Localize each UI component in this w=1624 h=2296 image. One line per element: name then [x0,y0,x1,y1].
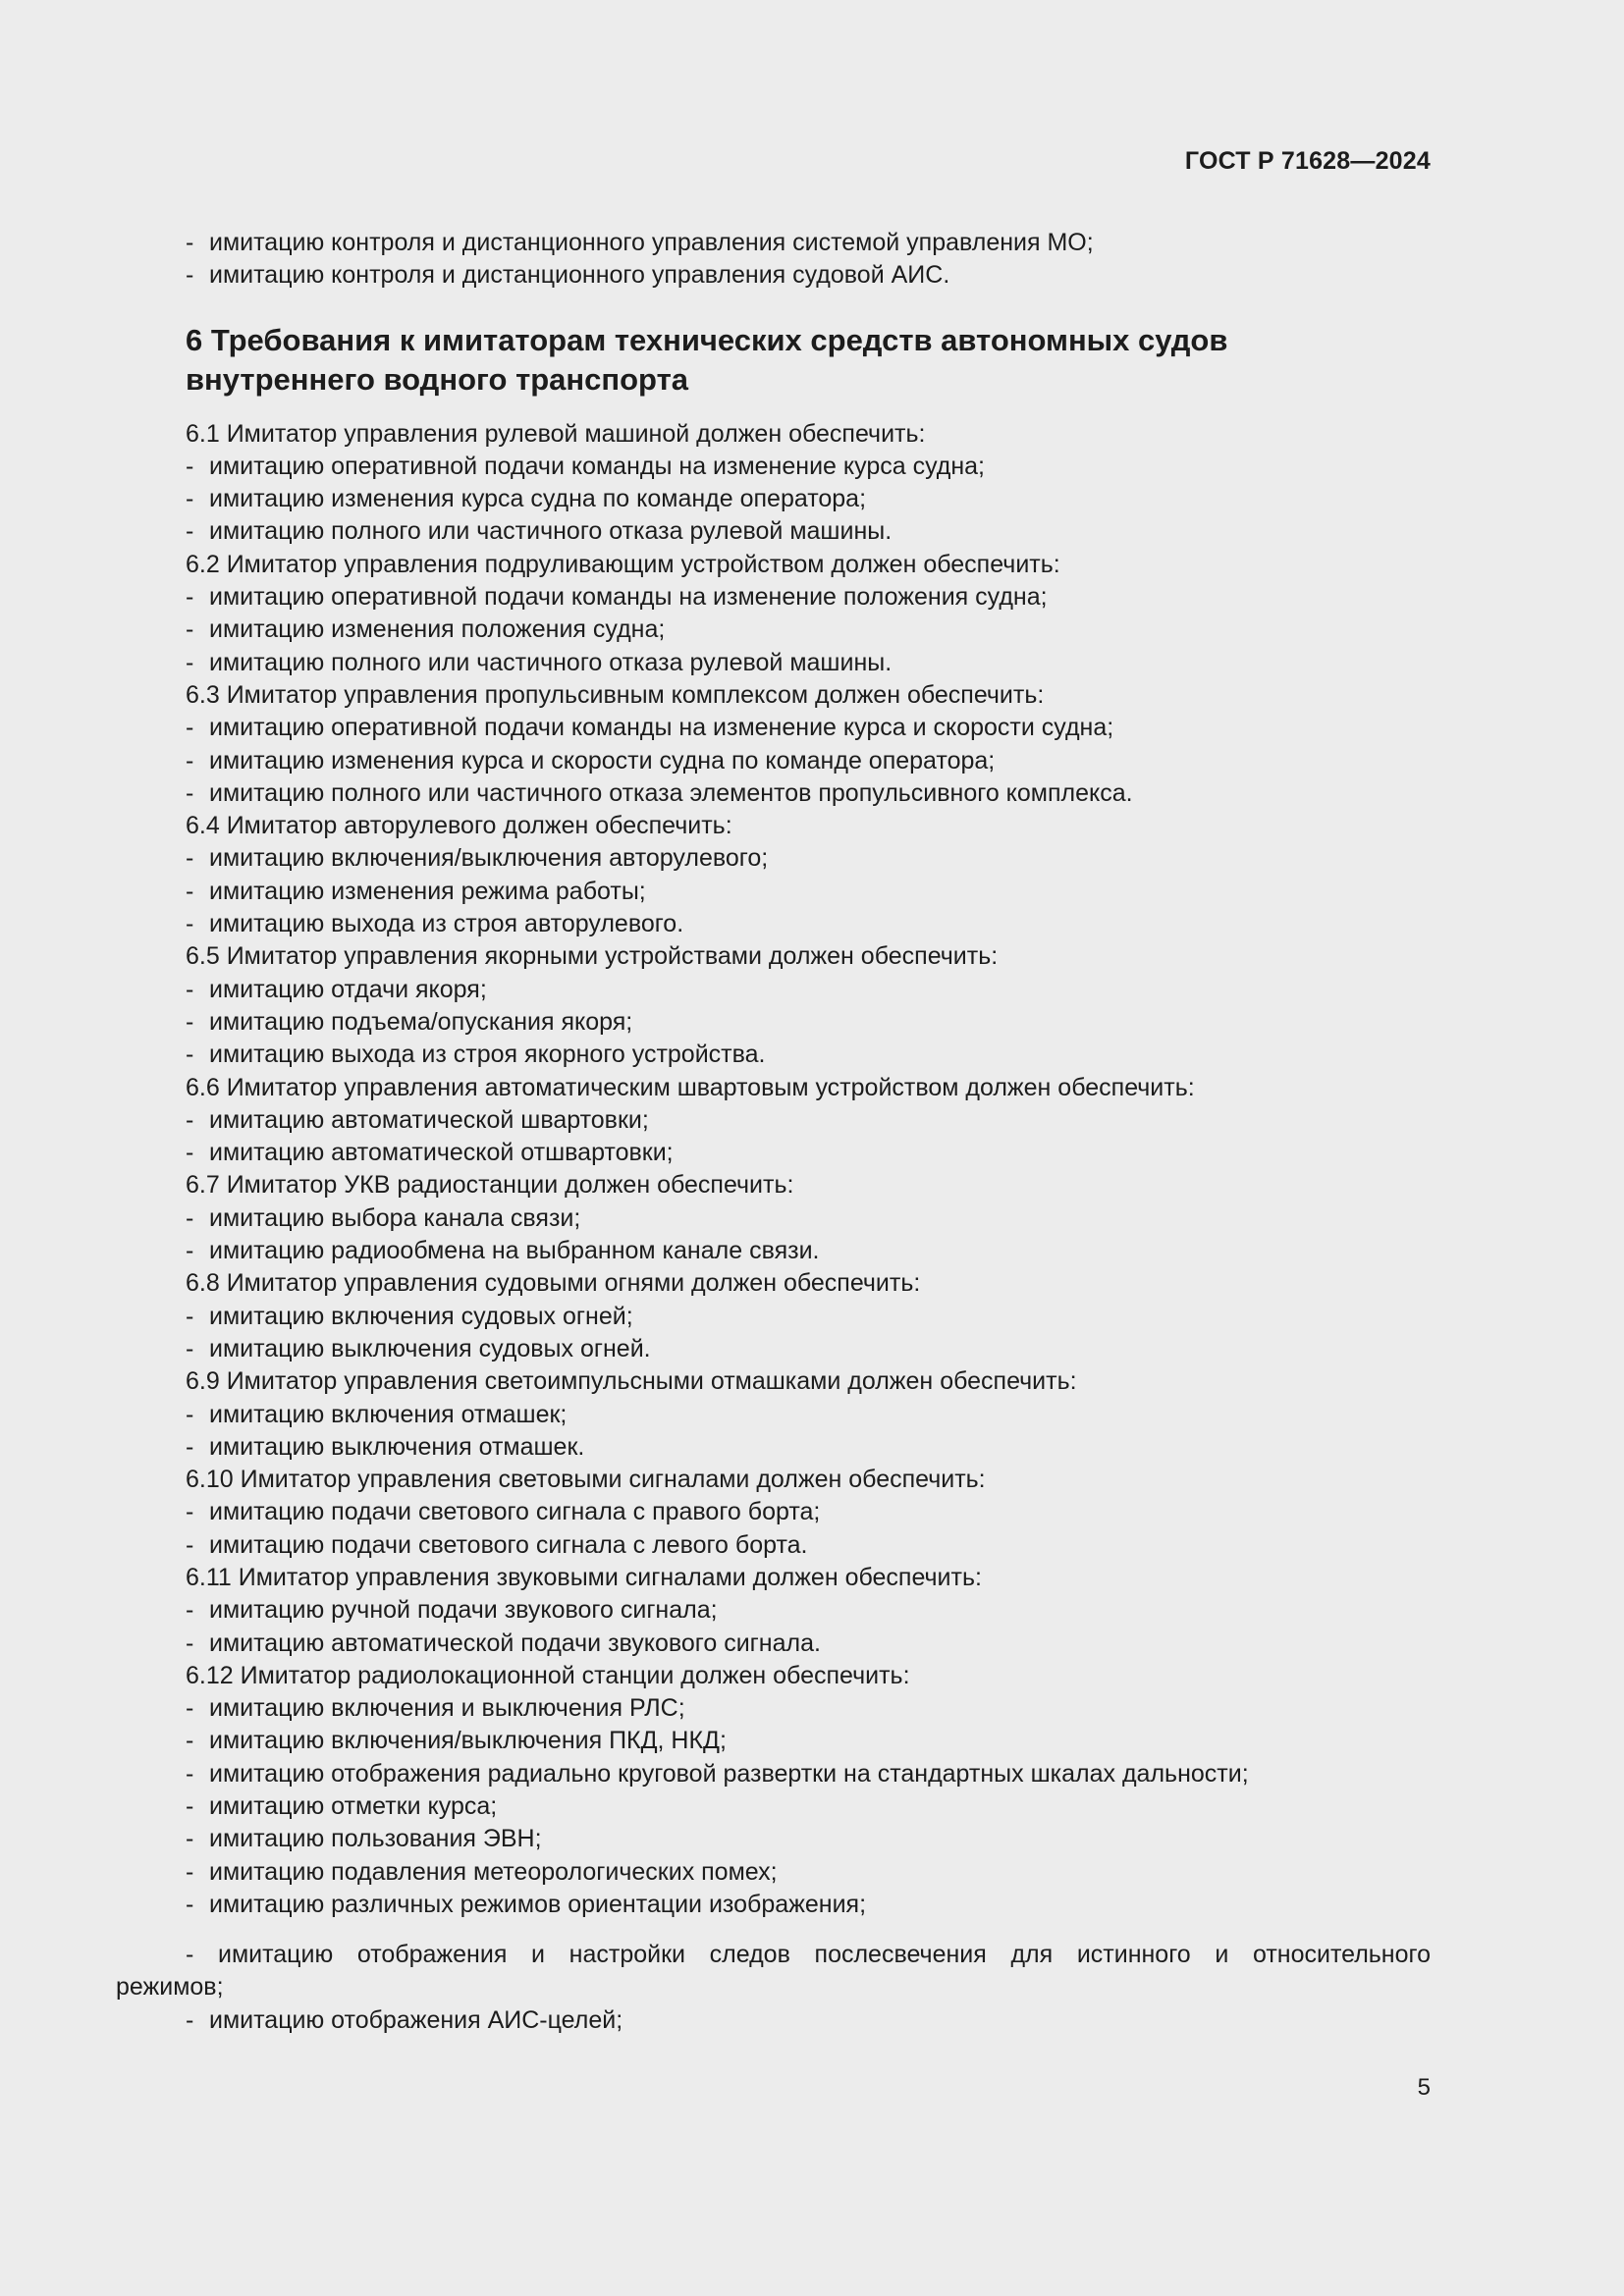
list-item-text: имитацию отметки курса; [209,1792,498,1821]
list-dash: - [186,1334,194,1362]
list-item-text: имитацию включения судовых огней; [209,1302,633,1330]
list-item-text: имитацию изменения курса и скорости судна по команде оператора; [209,746,996,774]
list-item-text: имитацию радиообмена на выбранном канале связи. [209,1237,820,1265]
list-item [186,1202,1431,1235]
word: имитацию [217,1941,334,1968]
list-dash: - [186,1727,194,1755]
list-item-text: имитацию подачи светового сигнала с правого борта; [209,1498,821,1526]
list-item [186,483,1431,515]
clause-heading [186,1365,1431,1398]
list-item-text: имитацию включения/выключения авторулевого; [209,844,769,873]
list-dash: - [186,452,194,480]
list-dash: - [186,1237,194,1265]
clause-text: 6.10 Имитатор управления световыми сигналами должен обеспечить: [186,1466,986,1494]
list-item-text: имитацию автоматической отшвартовки; [209,1139,674,1167]
clause-text: 6.4 Имитатор авторулевого должен обеспечить: [186,812,732,840]
list-item-text: имитацию подавления метеорологических помех; [209,1857,778,1886]
list-dash: - [186,1792,194,1821]
list-item-text: имитацию ручной подачи звукового сигнала; [209,1596,718,1625]
list-item [186,1006,1431,1039]
list-item-text: имитацию полного или частичного отказа рулевой машины. [209,517,893,546]
list-item [186,2004,623,2037]
list-dash: - [186,778,194,807]
list-item-text: имитацию изменения курса судна по команде оператора; [209,485,867,513]
list-item-text: имитацию оперативной подачи команды на изменение положения судна; [209,583,1048,612]
clause-heading [186,418,1431,451]
list-dash: - [186,1890,194,1918]
list-item [186,1431,1431,1464]
list-item-text: имитацию оперативной подачи команды на изменение курса судна; [209,452,985,480]
justified-line [116,1939,1431,1971]
list-dash: - [186,1203,194,1232]
list-item [186,1301,1431,1333]
list-dash: - [186,615,194,644]
clause-list [186,418,1431,1922]
list-dash: - [186,1498,194,1526]
list-item-text: имитацию различных режимов ориентации изображения; [209,1890,867,1918]
list-item-text: имитацию изменения режима работы; [209,877,646,905]
section-heading-line: внутреннего водного транспорта [186,361,688,397]
list-dash: - [186,877,194,905]
list-item [186,647,1431,679]
list-item [186,745,1431,777]
list-item [186,227,1431,259]
list-item-text: имитацию отдачи якоря; [209,975,487,1003]
list-item [186,515,1431,548]
clause-heading [186,549,1431,581]
list-item [186,876,1431,908]
list-dash: - [186,1105,194,1134]
clause-text: 6.7 Имитатор УКВ радиостанции должен обеспечить: [186,1171,794,1200]
list-item [186,1496,1431,1528]
list-item-text: имитацию включения отмашек; [209,1400,568,1428]
list-item-text: имитацию включения/выключения ПКД, НКД; [209,1727,727,1755]
clause-text: 6.3 Имитатор управления пропульсивным комплексом должен обеспечить: [186,680,1045,709]
list-item-text: имитацию полного или частичного отказа рулевой машины. [209,648,893,676]
list-dash: - [186,1857,194,1886]
clause-text: 6.11 Имитатор управления звуковыми сигналами должен обеспечить: [186,1563,982,1591]
list-item-text: имитацию выбора канала связи; [209,1203,581,1232]
clause-text: 6.6 Имитатор управления автоматическим швартовым устройством должен обеспечить: [186,1073,1195,1101]
list-item-text: имитацию изменения положения судна; [209,615,666,644]
document-body [186,227,1431,1921]
list-item-text: имитацию отображения АИС-целей; [209,2006,623,2034]
list-item [186,1137,1431,1169]
list-item [186,1333,1431,1365]
list-item [186,1790,1431,1823]
clause-text: 6.8 Имитатор управления судовыми огнями должен обеспечить: [186,1269,921,1298]
clause-text: 6.2 Имитатор управления подруливающим устройством должен обеспечить: [186,550,1060,578]
list-item [186,614,1431,646]
list-item-text: имитацию полного или частичного отказа элементов пропульсивного комплекса. [209,778,1133,807]
list-item-text: имитацию выхода из строя авторулевого. [209,910,684,938]
list-dash: - [186,975,194,1003]
section-heading [186,321,1431,400]
list-item [186,1399,1431,1431]
list-item-text: имитацию оперативной подачи команды на изменение курса и скорости судна; [209,714,1114,742]
list-item [186,1725,1431,1757]
section-heading-line: 6 Требования к имитаторам технических средств автономных судов [186,322,1228,357]
continuation-line: режимов; [116,1973,224,2002]
list-item-text: имитацию подъема/опускания якоря; [209,1007,633,1036]
clause-text: 6.12 Имитатор радиолокационной станции должен обеспечить: [186,1661,910,1689]
list-item-text: имитацию выхода из строя якорного устройства. [209,1041,766,1069]
list-item-text: имитацию отображения радиально круговой развертки на стандартных шкалах дальности; [209,1759,1249,1788]
list-dash: - [186,1694,194,1723]
list-item-text: имитацию включения и выключения РЛС; [209,1694,685,1723]
list-item [186,1628,1431,1660]
list-item [186,581,1431,614]
list-dash: - [186,1041,194,1069]
list-dash: - [186,1759,194,1788]
word: истинного [1076,1941,1191,1968]
list-dash: - [186,1596,194,1625]
list-dash: - [186,1139,194,1167]
list-item-text: имитацию подачи светового сигнала с левого борта. [209,1530,808,1559]
list-dash: - [186,517,194,546]
list-item [186,842,1431,875]
list-item [186,712,1431,744]
word: для [1010,1941,1054,1968]
word: относительного [1252,1941,1431,1968]
list-dash: - [186,1629,194,1657]
clause-heading [186,1464,1431,1496]
list-item [186,1529,1431,1562]
clause-text: 6.5 Имитатор управления якорными устройствами должен обеспечить: [186,942,999,971]
list-item [186,259,1431,292]
clause-text: 6.9 Имитатор управления светоимпульсными отмашками должен обеспечить: [186,1367,1077,1396]
list-item-text: имитацию контроля и дистанционного управления системой управления МО; [209,229,1094,256]
list-dash: - [186,229,194,256]
list-item-wrapped [116,1939,1431,2004]
word: и [1215,1941,1229,1968]
list-dash: - [186,844,194,873]
list-item [186,451,1431,483]
list-item [186,1235,1431,1267]
list-item [186,777,1431,810]
standard-designation: ГОСТ Р 71628—2024 [1184,147,1431,175]
list-dash: - [186,714,194,742]
list-item [186,1104,1431,1137]
list-item [186,1594,1431,1627]
list-item-text: имитацию пользования ЭВН; [209,1825,542,1853]
clause-text: 6.1 Имитатор управления рулевой машиной должен обеспечить: [186,419,926,448]
clause-heading [186,1660,1431,1692]
list-dash: - [186,746,194,774]
list-dash: - [186,2006,194,2034]
clause-heading [186,1267,1431,1300]
clause-heading [186,679,1431,712]
list-item [186,1758,1431,1790]
list-dash: - [186,1432,194,1461]
clause-heading [186,1169,1431,1201]
list-item-text: имитацию автоматической подачи звукового сигнала. [209,1629,821,1657]
clause-heading [186,810,1431,842]
clause-heading [186,1072,1431,1104]
list-dash: - [186,261,194,290]
list-dash: - [186,485,194,513]
word: послесвечения [814,1941,987,1968]
list-dash: - [186,648,194,676]
word: отображения [356,1941,508,1968]
list-item [186,1823,1431,1855]
word: следов [709,1941,790,1968]
list-dash: - [186,1825,194,1853]
word: и [531,1941,545,1968]
list-item-text: имитацию контроля и дистанционного управления судовой АИС. [209,261,950,290]
list-item [186,974,1431,1006]
clause-heading [186,1562,1431,1594]
list-dash: - [186,910,194,938]
clause-heading [186,940,1431,973]
list-item [186,1889,1431,1921]
word: - [186,1941,194,1968]
list-dash: - [186,1530,194,1559]
list-item-text: имитацию выключения судовых огней. [209,1334,651,1362]
list-item [186,1856,1431,1889]
list-item [186,1039,1431,1071]
list-dash: - [186,583,194,612]
list-dash: - [186,1007,194,1036]
list-dash: - [186,1302,194,1330]
list-item-text: имитацию автоматической швартовки; [209,1105,649,1134]
word: настройки [568,1941,685,1968]
list-dash: - [186,1400,194,1428]
list-item [186,908,1431,940]
list-item [186,1692,1431,1725]
list-item-text: имитацию выключения отмашек. [209,1432,585,1461]
page-number: 5 [1417,2074,1431,2101]
